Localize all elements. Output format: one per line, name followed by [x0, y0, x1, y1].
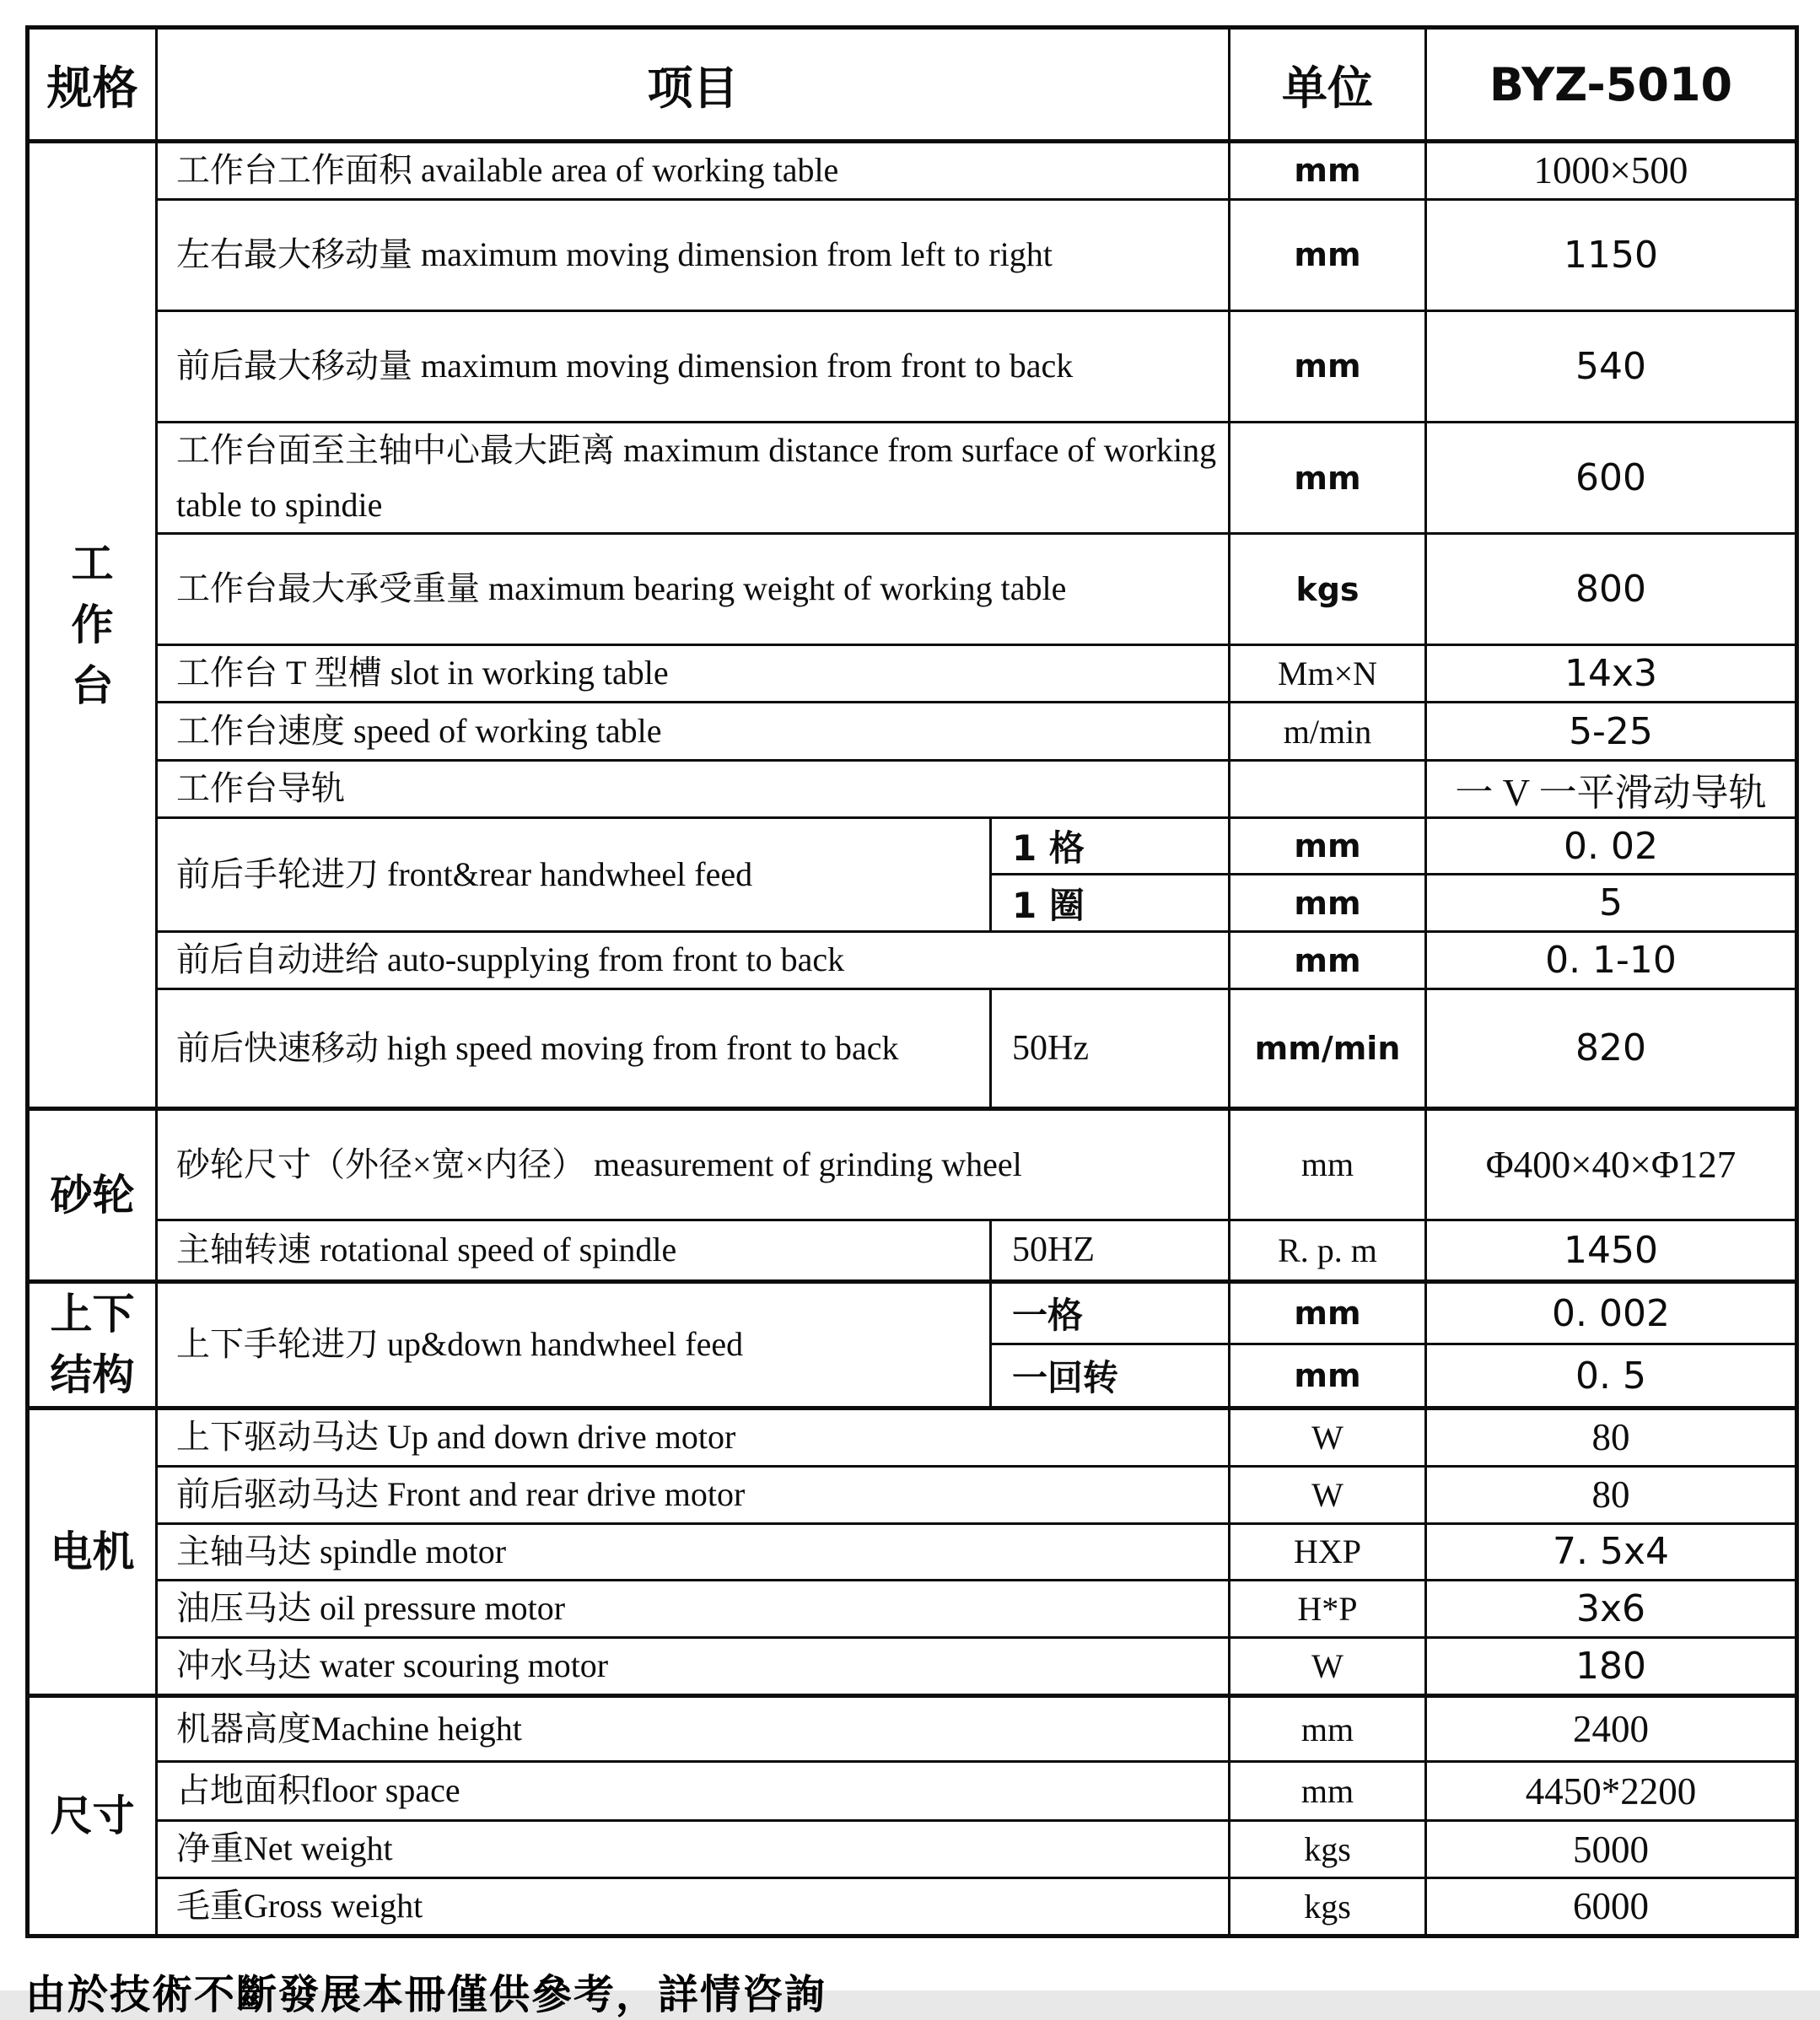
value-cell: 2400 [1426, 1696, 1797, 1762]
item-cell: 前后快速移动 high speed moving from front to back [157, 988, 991, 1108]
unit-cell: m/min [1230, 703, 1426, 761]
value-cell: 6000 [1426, 1877, 1797, 1936]
table-row [28, 1108, 1797, 1220]
table-row [28, 818, 1797, 875]
section-label [28, 1281, 157, 1408]
table-row [28, 1581, 1797, 1638]
section-label [28, 1108, 157, 1281]
table-row [28, 761, 1797, 818]
unit-cell: mm [1230, 1108, 1426, 1220]
value-cell: 5000 [1426, 1821, 1797, 1878]
item-cell: 毛重Gross weight [157, 1877, 1230, 1936]
item-cell: 工作台最大承受重量 maximum bearing weight of working table [157, 534, 1230, 645]
item-cell: 砂轮尺寸（外径×宽×内径） measurement of grinding wheel [157, 1108, 1230, 1220]
value-cell: 1450 [1426, 1220, 1797, 1281]
value-cell: 80 [1426, 1466, 1797, 1523]
section-label-line: 台 [71, 661, 114, 711]
table-row [28, 534, 1797, 645]
item-cell: 前后最大移动量 maximum moving dimension from front to back [157, 310, 1230, 422]
unit-cell: mm [1230, 932, 1426, 989]
item-cell: 工作台工作面积 available area of working table [157, 142, 1230, 200]
unit-cell: mm [1230, 1696, 1426, 1762]
header-model: BYZ-5010 [1426, 28, 1797, 142]
item-cell: 冲水马达 water scouring motor [157, 1638, 1230, 1696]
item-cell: 前后自动进给 auto-supplying from front to back [157, 932, 1230, 989]
value-cell: 1000×500 [1426, 142, 1797, 200]
unit-cell: mm [1230, 1762, 1426, 1821]
item-cell: 前后手轮进刀 front&rear handwheel feed [157, 818, 991, 932]
spec-table [25, 25, 1799, 1938]
footer-note: 由於技術不斷發展本冊僅供參考，詳情咨詢 [25, 1970, 827, 2018]
item-cell: 工作台速度 speed of working table [157, 703, 1230, 761]
sub-condition-cell: 50HZ [991, 1220, 1230, 1281]
table-row [28, 1762, 1797, 1821]
table-row [28, 1466, 1797, 1523]
unit-cell: W [1230, 1638, 1426, 1696]
unit-cell: HXP [1230, 1523, 1426, 1581]
unit-cell: kgs [1230, 1877, 1426, 1936]
section-label-line: 结构 [50, 1350, 135, 1400]
unit-cell: mm [1230, 818, 1426, 875]
unit-cell: W [1230, 1466, 1426, 1523]
table-row [28, 1821, 1797, 1878]
unit-cell: W [1230, 1408, 1426, 1466]
item-cell: 主轴马达 spindle motor [157, 1523, 1230, 1581]
unit-cell: mm [1230, 199, 1426, 310]
table-row [28, 1638, 1797, 1696]
unit-cell: mm [1230, 875, 1426, 932]
item-cell: 净重Net weight [157, 1821, 1230, 1878]
table-row [28, 1523, 1797, 1581]
value-cell: 80 [1426, 1408, 1797, 1466]
section-label-line: 作 [71, 600, 114, 649]
table-row [28, 1877, 1797, 1936]
value-cell: 600 [1426, 422, 1797, 534]
table-row [28, 703, 1797, 761]
value-cell: 0. 5 [1426, 1344, 1797, 1409]
header-spec: 规格 [28, 28, 157, 142]
table-row [28, 1220, 1797, 1281]
value-cell: 540 [1426, 310, 1797, 422]
table-row [28, 199, 1797, 310]
value-cell: 0. 002 [1426, 1281, 1797, 1344]
sub-condition-cell: 1 格 [991, 818, 1230, 875]
table-row [28, 645, 1797, 703]
unit-cell: mm [1230, 1344, 1426, 1409]
section-label-line: 上下 [50, 1289, 135, 1339]
item-cell: 油压马达 oil pressure motor [157, 1581, 1230, 1638]
spec-table-body [28, 142, 1797, 1937]
value-cell: 5-25 [1426, 703, 1797, 761]
section-label-line: 工 [71, 539, 114, 589]
item-cell: 工作台面至主轴中心最大距离 maximum distance from surface of working table to spindie [157, 422, 1230, 534]
value-cell: 4450*2200 [1426, 1762, 1797, 1821]
value-cell: 180 [1426, 1638, 1797, 1696]
unit-cell: R. p. m [1230, 1220, 1426, 1281]
item-cell: 主轴转速 rotational speed of spindle [157, 1220, 991, 1281]
section-label [28, 1408, 157, 1695]
table-row [28, 1408, 1797, 1466]
value-cell: Φ400×40×Φ127 [1426, 1108, 1797, 1220]
unit-cell: H*P [1230, 1581, 1426, 1638]
unit-cell: mm [1230, 1281, 1426, 1344]
value-cell: 14x3 [1426, 645, 1797, 703]
value-cell: 0. 02 [1426, 818, 1797, 875]
section-label-line: 电机 [50, 1527, 135, 1576]
item-cell: 上下驱动马达 Up and down drive motor [157, 1408, 1230, 1466]
unit-cell: mm [1230, 142, 1426, 200]
unit-cell: mm [1230, 422, 1426, 534]
table-row [28, 422, 1797, 534]
value-cell: 3x6 [1426, 1581, 1797, 1638]
section-label-line: 尺寸 [50, 1791, 135, 1840]
value-cell: 0. 1-10 [1426, 932, 1797, 989]
value-cell: 800 [1426, 534, 1797, 645]
table-row [28, 1696, 1797, 1762]
item-cell: 工作台导轨 [157, 761, 1230, 818]
item-cell: 工作台 T 型槽 slot in working table [157, 645, 1230, 703]
item-cell: 左右最大移动量 maximum moving dimension from left to right [157, 199, 1230, 310]
table-row [28, 988, 1797, 1108]
value-cell: 一 V 一平滑动导轨 [1426, 761, 1797, 818]
item-cell: 前后驱动马达 Front and rear drive motor [157, 1466, 1230, 1523]
item-cell: 机器高度Machine height [157, 1696, 1230, 1762]
header-item: 项目 [157, 28, 1230, 142]
sub-condition-cell: 一回转 [991, 1344, 1230, 1409]
table-row [28, 932, 1797, 989]
unit-cell: kgs [1230, 534, 1426, 645]
unit-cell: mm [1230, 310, 1426, 422]
header-unit: 单位 [1230, 28, 1426, 142]
item-cell: 占地面积floor space [157, 1762, 1230, 1821]
table-row [28, 142, 1797, 200]
sub-condition-cell: 一格 [991, 1281, 1230, 1344]
sub-condition-cell: 1 圈 [991, 875, 1230, 932]
table-row [28, 310, 1797, 422]
unit-cell: mm/min [1230, 988, 1426, 1108]
section-label [28, 1696, 157, 1937]
table-row [28, 1281, 1797, 1344]
unit-cell [1230, 761, 1426, 818]
item-cell: 上下手轮进刀 up&down handwheel feed [157, 1281, 991, 1408]
header-row [28, 28, 1797, 142]
value-cell: 7. 5x4 [1426, 1523, 1797, 1581]
section-label [28, 142, 157, 1109]
unit-cell: kgs [1230, 1821, 1426, 1878]
value-cell: 820 [1426, 988, 1797, 1108]
unit-cell: Mm×N [1230, 645, 1426, 703]
section-label-line: 砂轮 [50, 1170, 135, 1220]
value-cell: 1150 [1426, 199, 1797, 310]
sub-condition-cell: 50Hz [991, 988, 1230, 1108]
value-cell: 5 [1426, 875, 1797, 932]
